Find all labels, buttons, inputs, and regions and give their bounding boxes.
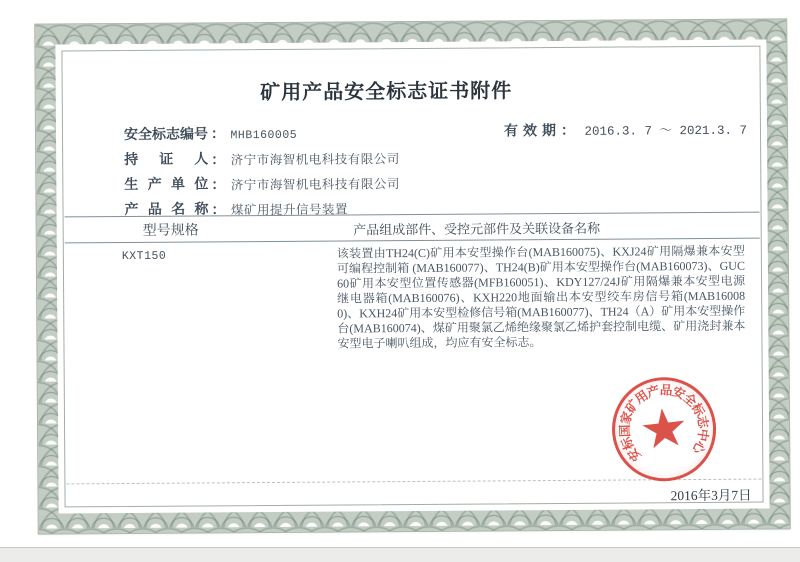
field-label: 持 证 人 <box>124 152 209 169</box>
field-label: 产 品 名 称 <box>124 202 209 219</box>
validity-label: 有效期 <box>503 123 562 140</box>
official-stamp <box>607 372 722 487</box>
certificate-title: 矿用产品安全标志证书附件 <box>260 80 513 105</box>
field-list <box>124 123 400 225</box>
certificate-content <box>35 19 790 533</box>
stamp-char: 心 <box>689 438 708 457</box>
stamp-char: 品 <box>659 382 673 398</box>
field-manufacturer <box>124 173 400 200</box>
stamp-char: 志 <box>694 414 711 430</box>
field-value: 济宁市海智机电科技有限公司 <box>230 177 400 193</box>
issue-date: 2016年3月7日 <box>670 487 752 504</box>
stamp-char: 安 <box>624 445 644 464</box>
validity-period <box>504 119 747 141</box>
field-label: 生 产 单 位 <box>124 177 209 194</box>
stamp-char: 标 <box>688 401 708 419</box>
table-header-components: 产品组成部件、受控元部件及关联设备名称 <box>353 220 601 238</box>
field-colon: ： <box>211 178 226 194</box>
stamp-char: 用 <box>632 387 651 407</box>
field-label: 安全标志编号 <box>123 127 209 144</box>
stamp-char: 家 <box>618 409 636 426</box>
stamp-char: 全 <box>680 390 700 410</box>
model-number: KXT150 <box>121 249 167 264</box>
field-safety-mark-number <box>124 123 400 150</box>
field-value: 煤矿用提升信号装置 <box>230 202 349 218</box>
field-colon: ： <box>211 153 226 169</box>
field-certificate-holder <box>124 148 400 175</box>
stamp-char: 标 <box>618 435 637 452</box>
field-value: MHB160005 <box>230 128 298 143</box>
validity-colon: ： <box>560 123 576 139</box>
field-colon: ： <box>211 203 226 219</box>
validity-value: 2016.3. 7 ～ 2021.3. 7 <box>584 123 748 139</box>
table-header-model: 型号规格 <box>142 223 199 239</box>
field-value: 济宁市海智机电科技有限公司 <box>230 152 400 168</box>
stamp-char: 矿 <box>623 397 642 416</box>
field-colon: ： <box>210 127 226 143</box>
stamp-char: 国 <box>617 424 633 438</box>
certificate-page <box>35 19 790 533</box>
stamp-char: 安 <box>670 384 688 402</box>
scan-bottom-edge-area <box>0 548 800 562</box>
stamp-char: 产 <box>645 383 662 401</box>
component-description: 该装置由TH24(C)矿用本安型操作台(MAB160075)、KXJ24矿用隔爆兼本安型可编程控制箱 (MAB160077)、TH24(B)矿用本安型操作台(MAB160073)、GUC60矿用本安型位置传感器(MFB160051)、KDY127/24J矿用隔爆兼本安型电源继电器箱(MAB160076)、KXH220地面输出本安型绞车房信号箱(MAB160080)、KXH24矿用本安型检修信号箱(MAB160077)、TH24（A）矿用本安型操作台(MAB160074)、煤矿用聚氯乙烯绝缘聚氯乙烯护套控制电缆、矿用浇封兼本安型电子喇叭组成，均应有安全标志。 <box>336 243 746 351</box>
stamp-char: 中 <box>694 427 711 443</box>
